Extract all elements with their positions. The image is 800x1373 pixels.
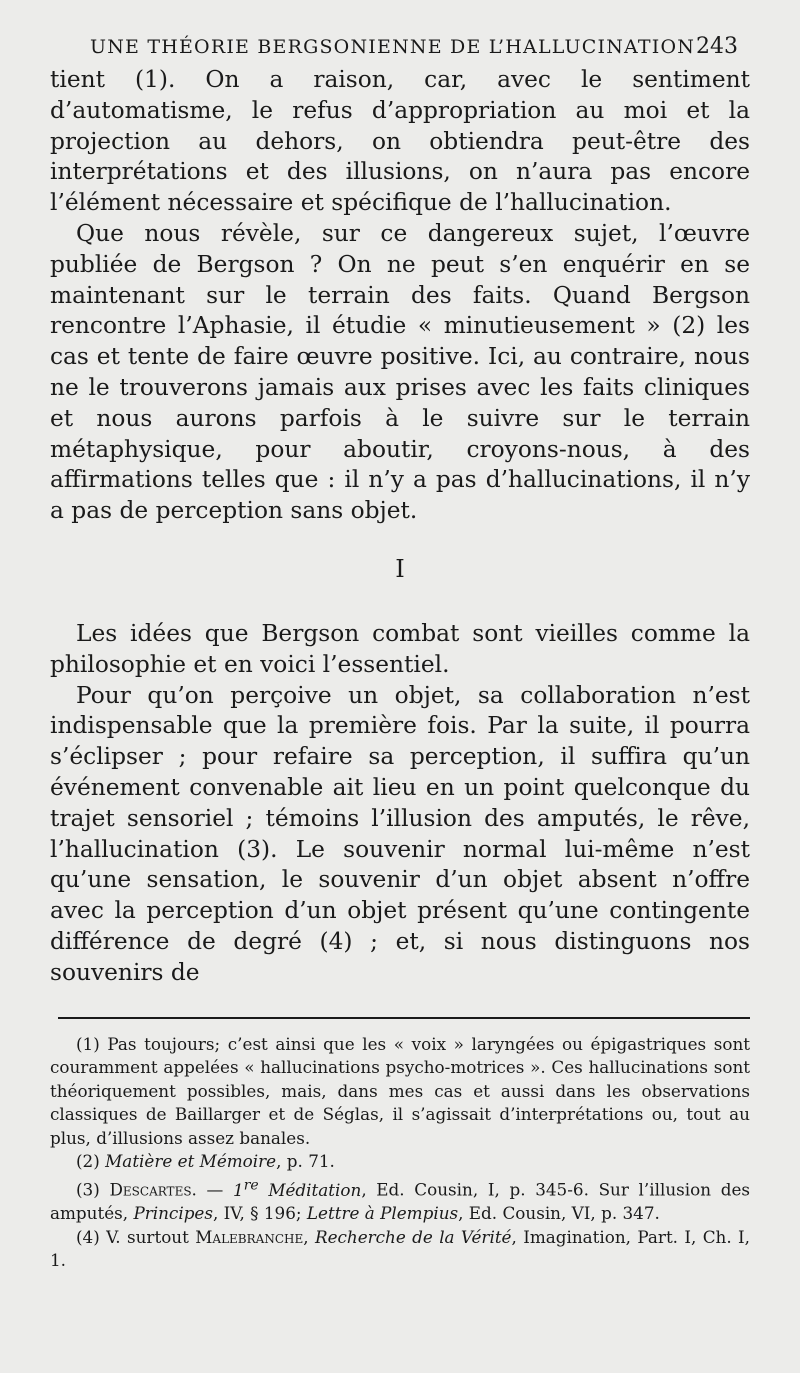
running-head (50, 34, 750, 59)
footnote-number: (2) (76, 1151, 100, 1172)
paragraph: Pour qu’on perçoive un objet, sa collaboration n’est indispensable que la première fois. Par la suite, il pourra s’éclipser ; pour refaire sa perception, il suffira qu’un événement convenable ait lieu en un point quelconque du trajet sensoriel ; témoins l’illusion des amputés, le rêve, l’hallucination (3). Le souvenir normal lui-même n’est qu’une sensation, le souvenir d’un objet absent n’offre avec la perception d’un objet présent qu’une contingente différence de degré (4) ; et, si nous distinguons nos souvenirs de (50, 681, 750, 986)
cited-work: Lettre à Plempius (306, 1203, 459, 1224)
page-number: 243 (696, 34, 738, 59)
citation-detail: , p. 71. (276, 1151, 335, 1172)
paragraph: Les idées que Bergson combat sont vieilles comme la philosophie et en voici l’essentiel. (50, 619, 750, 678)
paragraph: tient (1). On a raison, car, avec le sentiment d’automatisme, le refus d’appropriation au moi et la projection au dehors, on obtiendra peut-être des interprétations et des illusions, on n’aura pas encore l’élément nécessaire et spécifique de l’hallucination. (50, 66, 750, 217)
body-text (50, 65, 750, 989)
ordinal-number: 1 (233, 1179, 244, 1200)
footnote-4 (50, 1226, 750, 1273)
cited-work: Méditation (258, 1179, 362, 1200)
citation-detail: , Imagination, Part. I, Ch. I, 1. (50, 1226, 750, 1271)
footnote-number: (3) (76, 1179, 100, 1200)
footnote-divider (58, 1017, 750, 1019)
cited-author: Descartes (109, 1179, 192, 1200)
footnote-number: (4) V. surtout (76, 1226, 189, 1247)
cited-author: Malebranche (195, 1226, 304, 1247)
ordinal-suffix: re (243, 1177, 259, 1194)
citation-separator: . — (191, 1179, 233, 1200)
footnote-1: (1) Pas toujours; c’est ainsi que les « voix » laryngées ou épigastriques sont couramment appelées « hallucinations psycho-motrices ». Ces hallucinations sont théoriquement possibles, mais, dans mes cas et aussi dans les observations classiques de Baillarger et de Séglas, il s’agissait d’interprétations ou, tout au plus, d’illusions assez banales. (50, 1033, 750, 1148)
citation-separator: , (303, 1226, 315, 1247)
cited-work: Matière et Mémoire (105, 1151, 277, 1172)
footnote-3 (50, 1174, 750, 1226)
footnotes (50, 1033, 750, 1274)
running-title: UNE THÉORIE BERGSONIENNE DE L’HALLUCINATION (90, 36, 696, 58)
cited-work: Principes (133, 1203, 213, 1224)
citation-detail: , Ed. Cousin, VI, p. 347. (458, 1203, 660, 1224)
footnote-2 (50, 1150, 750, 1174)
paragraph: Que nous révèle, sur ce dangereux sujet, l’œuvre publiée de Bergson ? On ne peut s’en enquérir en se maintenant sur le terrain des faits. Quand Bergson rencontre l’Aphasie, il étudie « minutieusement » (2) les cas et tente de faire œuvre positive. Ici, au contraire, nous ne le trouverons jamais aux prises avec les faits cliniques et nous aurons parfois à le suivre sur le terrain métaphysique, pour aboutir, croyons-nous, à des affirmations telles que : il n’y a pas d’hallucinations, il n’y a pas de perception sans objet. (50, 219, 750, 525)
citation-detail: , IV, § 196; (212, 1203, 307, 1224)
citation-detail: , Ed. Cousin, I, p. 345-6. Sur l’illusion des amputés, (50, 1179, 750, 1224)
section-number: I (395, 554, 405, 583)
cited-work: Recherche de la Vérité (314, 1226, 512, 1247)
